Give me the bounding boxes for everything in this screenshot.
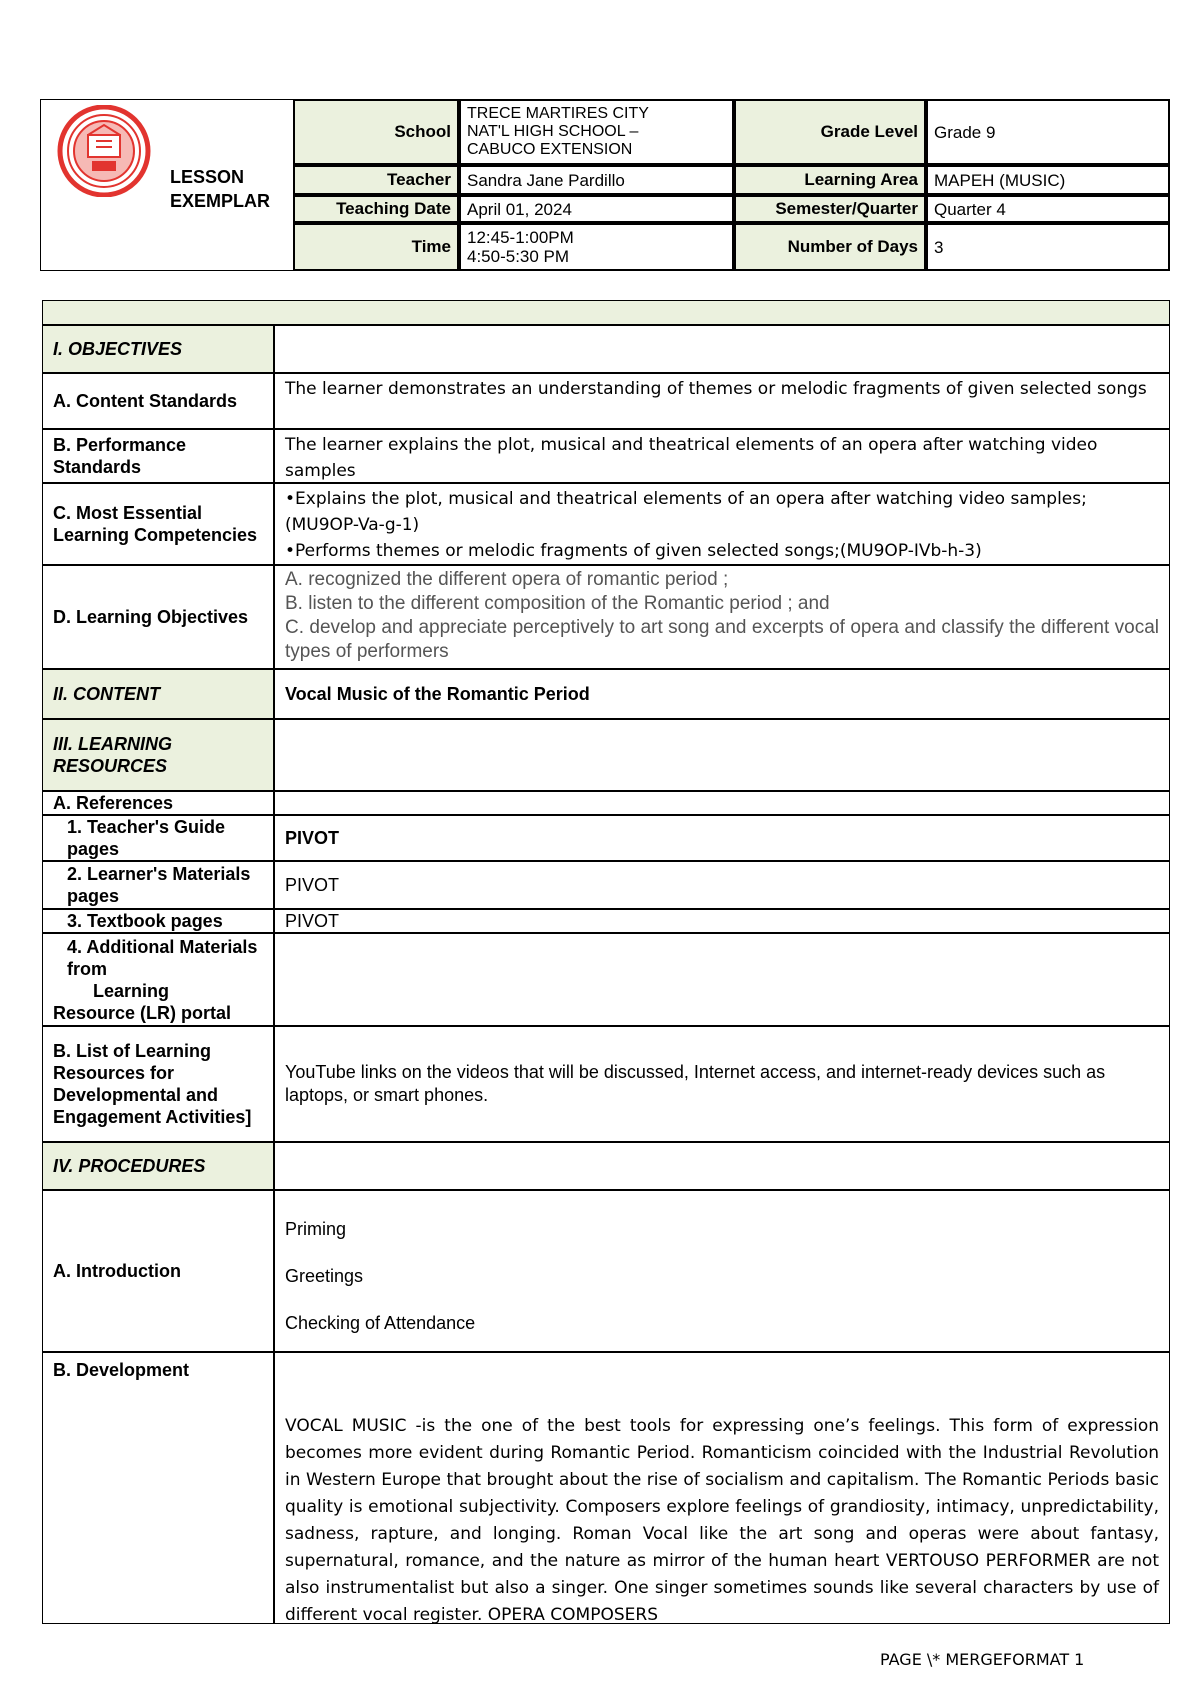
content-value: Vocal Music of the Romantic Period (274, 669, 1170, 719)
school-label: School (293, 99, 459, 165)
competency-2: •Performs themes or melodic fragments of given selected songs;(MU9OP-IVb-h-3) (285, 541, 982, 561)
number-of-days-value: 3 (926, 223, 1170, 271)
performance-standards-value: The learner explains the plot, musical and theatrical elements of an opera after watching video samples (274, 429, 1170, 483)
list-of-resources-value: YouTube links on the videos that will be discussed, Internet access, and internet-ready devices such as laptops, or smart phones. (274, 1026, 1170, 1142)
grade-level-label: Grade Level (734, 99, 926, 165)
list-of-resources-label: B. List of Learning Resources for Developmental and Engagement Activities] (42, 1026, 274, 1142)
grade-level-value: Grade 9 (926, 99, 1170, 165)
content-standards-label: A. Content Standards (42, 373, 274, 429)
introduction-label: A. Introduction (42, 1190, 274, 1352)
learning-objective-b: B. listen to the different composition of the Romantic period ; and (285, 593, 830, 614)
learning-objectives-label: D. Learning Objectives (42, 565, 274, 669)
page-footer: PAGE \* MERGEFORMAT 1 (880, 1650, 1085, 1669)
textbook-label: 3. Textbook pages (42, 909, 274, 933)
textbook-value: PIVOT (274, 909, 1170, 933)
teacher-label: Teacher (293, 165, 459, 195)
intro-greetings: Greetings (285, 1266, 364, 1286)
deped-seal-icon (52, 105, 156, 197)
content-label: II. CONTENT (42, 669, 274, 719)
semester-value: Quarter 4 (926, 195, 1170, 223)
additional-materials-value (274, 933, 1170, 1026)
development-text: VOCAL MUSIC -is the one of the best tools for expressing one’s feelings. This form of expression becomes more evident during Romantic Period. Romanticism coincided with the Industrial Revolution in Western Europe that brought about the rise of socialism and capitalism. The Romantic Periods basic quality is emotional subjectivity. Composers explore feelings of grandiosity, intimacy, unpredictability, sadness, rapture, and longing. Roman Vocal like the art song and operas were about fantasy, supernatural, romance, and the nature as mirror of the human heart VERTOUSO PERFORMER are not also instrumentalist but also a singer. One singer sometimes sounds like several characters by use of different vocal register. OPERA COMPOSERS (285, 1416, 1159, 1624)
procedures-value (274, 1142, 1170, 1190)
competency-1: •Explains the plot, musical and theatrical elements of an opera after watching video samples;(MU9OP-Va-g-1) (285, 489, 1087, 535)
learning-objective-c: C. develop and appreciate perceptively to art song and excerpts of opera and classify the different vocal types of performers (285, 617, 1159, 662)
learning-area-label: Learning Area (734, 165, 926, 195)
intro-attendance: Checking of Attendance (285, 1313, 476, 1333)
competencies-value (274, 483, 1170, 565)
learners-materials-label: 2. Learner's Materials pages (42, 861, 274, 909)
school-value: TRECE MARTIRES CITY NAT'L HIGH SCHOOL – CABUCO EXTENSION (459, 99, 734, 165)
references-label: A. References (42, 791, 274, 815)
number-of-days-label: Number of Days (734, 223, 926, 271)
intro-priming: Priming (285, 1219, 347, 1239)
time-value: 12:45-1:00PM 4:50-5:30 PM (459, 223, 734, 271)
references-value (274, 791, 1170, 815)
learning-objective-a: A. recognized the different opera of romantic period ; (285, 569, 729, 590)
teachers-guide-value: PIVOT (274, 815, 1170, 861)
objectives-label: I. OBJECTIVES (42, 325, 274, 373)
performance-standards-label: B. Performance Standards (42, 429, 274, 483)
content-standards-value: The learner demonstrates an understanding of themes or melodic fragments of given selected songs (274, 373, 1170, 429)
lesson-exemplar-title: LESSON EXEMPLAR (170, 167, 271, 211)
learning-resources-value (274, 719, 1170, 791)
procedures-label: IV. PROCEDURES (42, 1142, 274, 1190)
teachers-guide-label: 1. Teacher's Guide pages (42, 815, 274, 861)
competencies-label: C. Most Essential Learning Competencies (42, 483, 274, 565)
learning-objectives-value (274, 565, 1170, 669)
teaching-date-value: April 01, 2024 (459, 195, 734, 223)
semester-label: Semester/Quarter (734, 195, 926, 223)
learning-area-value: MAPEH (MUSIC) (926, 165, 1170, 195)
development-value (274, 1352, 1170, 1624)
learners-materials-value: PIVOT (274, 861, 1170, 909)
additional-materials-label: 4. Additional Materials from Learning Resource (LR) portal (42, 933, 274, 1026)
introduction-value (274, 1190, 1170, 1352)
teacher-value: Sandra Jane Pardillo (459, 165, 734, 195)
time-label: Time (293, 223, 459, 271)
table-header-band (42, 300, 1170, 325)
development-label: B. Development (42, 1352, 274, 1624)
teaching-date-label: Teaching Date (293, 195, 459, 223)
objectives-value (274, 325, 1170, 373)
learning-resources-label: III. LEARNING RESOURCES (42, 719, 274, 791)
